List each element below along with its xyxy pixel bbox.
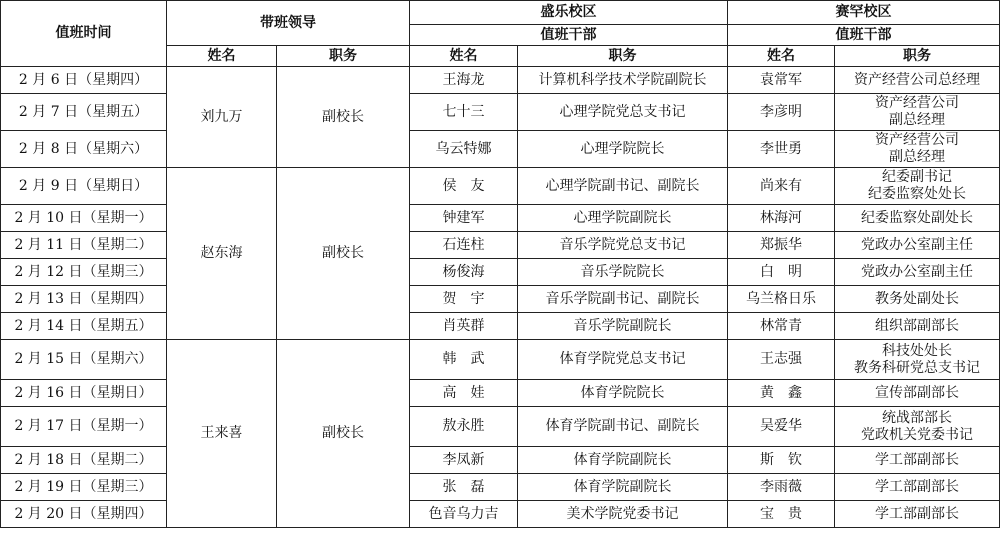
duty-date: 2 月 18 日（星期二） xyxy=(1,447,167,474)
duty-date: 2 月 14 日（星期五） xyxy=(1,313,167,340)
table-row xyxy=(1,380,1000,407)
duty-date: 2 月 7 日（星期五） xyxy=(1,94,167,131)
saihan-cadre-name: 吴爱华 xyxy=(728,407,835,447)
duty-date: 2 月 11 日（星期二） xyxy=(1,232,167,259)
saihan-cadre-position: 学工部副部长 xyxy=(835,474,1000,501)
shengle-cadre-position: 音乐学院院长 xyxy=(518,259,728,286)
shengle-cadre-name: 杨俊海 xyxy=(410,259,518,286)
duty-date: 2 月 10 日（星期一） xyxy=(1,205,167,232)
saihan-cadre-position: 统战部部长 党政机关党委书记 xyxy=(835,407,1000,447)
leader-position: 副校长 xyxy=(277,67,410,168)
table-row xyxy=(1,340,1000,380)
leader-position: 副校长 xyxy=(277,340,410,528)
saihan-cadre-name: 袁常军 xyxy=(728,67,835,94)
header-campus-shengle: 盛乐校区 xyxy=(410,1,728,25)
saihan-cadre-position: 纪委监察处副处长 xyxy=(835,205,1000,232)
shengle-cadre-name: 乌云特娜 xyxy=(410,131,518,168)
saihan-cadre-name: 林海河 xyxy=(728,205,835,232)
saihan-cadre-position: 教务处副处长 xyxy=(835,286,1000,313)
leader-name: 王来喜 xyxy=(167,340,277,528)
duty-date: 2 月 15 日（星期六） xyxy=(1,340,167,380)
saihan-cadre-position: 纪委副书记 纪委监察处处长 xyxy=(835,168,1000,205)
table-row xyxy=(1,501,1000,528)
saihan-cadre-name: 林常青 xyxy=(728,313,835,340)
shengle-cadre-name: 韩 武 xyxy=(410,340,518,380)
table-row xyxy=(1,205,1000,232)
shengle-cadre-position: 美术学院党委书记 xyxy=(518,501,728,528)
duty-date: 2 月 6 日（星期四） xyxy=(1,67,167,94)
saihan-cadre-name: 李世勇 xyxy=(728,131,835,168)
header-saihan-name: 姓名 xyxy=(728,46,835,67)
saihan-cadre-name: 李雨薇 xyxy=(728,474,835,501)
table-row xyxy=(1,286,1000,313)
shengle-cadre-position: 音乐学院党总支书记 xyxy=(518,232,728,259)
table-row xyxy=(1,94,1000,131)
shengle-cadre-name: 贺 宇 xyxy=(410,286,518,313)
table-row xyxy=(1,232,1000,259)
saihan-cadre-position: 党政办公室副主任 xyxy=(835,232,1000,259)
shengle-cadre-position: 体育学院副院长 xyxy=(518,447,728,474)
shengle-cadre-position: 体育学院副院长 xyxy=(518,474,728,501)
leader-name: 刘九万 xyxy=(167,67,277,168)
header-duty-time: 值班时间 xyxy=(1,1,167,67)
table-row xyxy=(1,407,1000,447)
saihan-cadre-name: 尚来有 xyxy=(728,168,835,205)
saihan-cadre-name: 李彦明 xyxy=(728,94,835,131)
leader-position: 副校长 xyxy=(277,168,410,340)
table-row xyxy=(1,131,1000,168)
shengle-cadre-name: 高 娃 xyxy=(410,380,518,407)
saihan-cadre-name: 乌兰格日乐 xyxy=(728,286,835,313)
saihan-cadre-position: 宣传部副部长 xyxy=(835,380,1000,407)
duty-date: 2 月 16 日（星期日） xyxy=(1,380,167,407)
shengle-cadre-position: 心理学院党总支书记 xyxy=(518,94,728,131)
duty-date: 2 月 17 日（星期一） xyxy=(1,407,167,447)
saihan-cadre-name: 白 明 xyxy=(728,259,835,286)
header-saihan-position: 职务 xyxy=(835,46,1000,67)
saihan-cadre-name: 斯 钦 xyxy=(728,447,835,474)
saihan-cadre-name: 黄 鑫 xyxy=(728,380,835,407)
duty-date: 2 月 8 日（星期六） xyxy=(1,131,167,168)
shengle-cadre-position: 心理学院副书记、副院长 xyxy=(518,168,728,205)
duty-date: 2 月 12 日（星期三） xyxy=(1,259,167,286)
table-row xyxy=(1,67,1000,94)
saihan-cadre-position: 组织部副部长 xyxy=(835,313,1000,340)
shengle-cadre-name: 王海龙 xyxy=(410,67,518,94)
header-shengle-name: 姓名 xyxy=(410,46,518,67)
header-leader-position: 职务 xyxy=(277,46,410,67)
shengle-cadre-position: 心理学院院长 xyxy=(518,131,728,168)
shengle-cadre-name: 侯 友 xyxy=(410,168,518,205)
header-duty-cadre-saihan: 值班干部 xyxy=(728,25,1000,46)
header-leader-name: 姓名 xyxy=(167,46,277,67)
table-row xyxy=(1,313,1000,340)
saihan-cadre-position: 党政办公室副主任 xyxy=(835,259,1000,286)
duty-date: 2 月 20 日（星期四） xyxy=(1,501,167,528)
shengle-cadre-name: 李凤新 xyxy=(410,447,518,474)
table-row xyxy=(1,259,1000,286)
shengle-cadre-name: 色音乌力吉 xyxy=(410,501,518,528)
shengle-cadre-name: 钟建军 xyxy=(410,205,518,232)
header-duty-cadre-shengle: 值班干部 xyxy=(410,25,728,46)
shengle-cadre-name: 张 磊 xyxy=(410,474,518,501)
shengle-cadre-position: 计算机科学技术学院副院长 xyxy=(518,67,728,94)
duty-date: 2 月 19 日（星期三） xyxy=(1,474,167,501)
shengle-cadre-position: 音乐学院副书记、副院长 xyxy=(518,286,728,313)
shengle-cadre-position: 体育学院副书记、副院长 xyxy=(518,407,728,447)
shengle-cadre-position: 体育学院院长 xyxy=(518,380,728,407)
header-leader-group: 带班领导 xyxy=(167,1,410,46)
shengle-cadre-name: 肖英群 xyxy=(410,313,518,340)
saihan-cadre-name: 王志强 xyxy=(728,340,835,380)
saihan-cadre-position: 学工部副部长 xyxy=(835,501,1000,528)
saihan-cadre-position: 科技处处长 教务科研党总支书记 xyxy=(835,340,1000,380)
leader-name: 赵东海 xyxy=(167,168,277,340)
duty-date: 2 月 9 日（星期日） xyxy=(1,168,167,205)
saihan-cadre-name: 宝 贵 xyxy=(728,501,835,528)
saihan-cadre-position: 资产经营公司总经理 xyxy=(835,67,1000,94)
saihan-cadre-position: 资产经营公司 副总经理 xyxy=(835,131,1000,168)
saihan-cadre-position: 资产经营公司 副总经理 xyxy=(835,94,1000,131)
saihan-cadre-position: 学工部副部长 xyxy=(835,447,1000,474)
shengle-cadre-name: 敖永胜 xyxy=(410,407,518,447)
shengle-cadre-position: 体育学院党总支书记 xyxy=(518,340,728,380)
header-campus-saihan: 赛罕校区 xyxy=(728,1,1000,25)
shengle-cadre-name: 石连柱 xyxy=(410,232,518,259)
header-shengle-position: 职务 xyxy=(518,46,728,67)
shengle-cadre-position: 心理学院副院长 xyxy=(518,205,728,232)
shengle-cadre-name: 七十三 xyxy=(410,94,518,131)
table-row xyxy=(1,447,1000,474)
table-row xyxy=(1,168,1000,205)
duty-date: 2 月 13 日（星期四） xyxy=(1,286,167,313)
saihan-cadre-name: 郑振华 xyxy=(728,232,835,259)
shengle-cadre-position: 音乐学院副院长 xyxy=(518,313,728,340)
table-row xyxy=(1,474,1000,501)
